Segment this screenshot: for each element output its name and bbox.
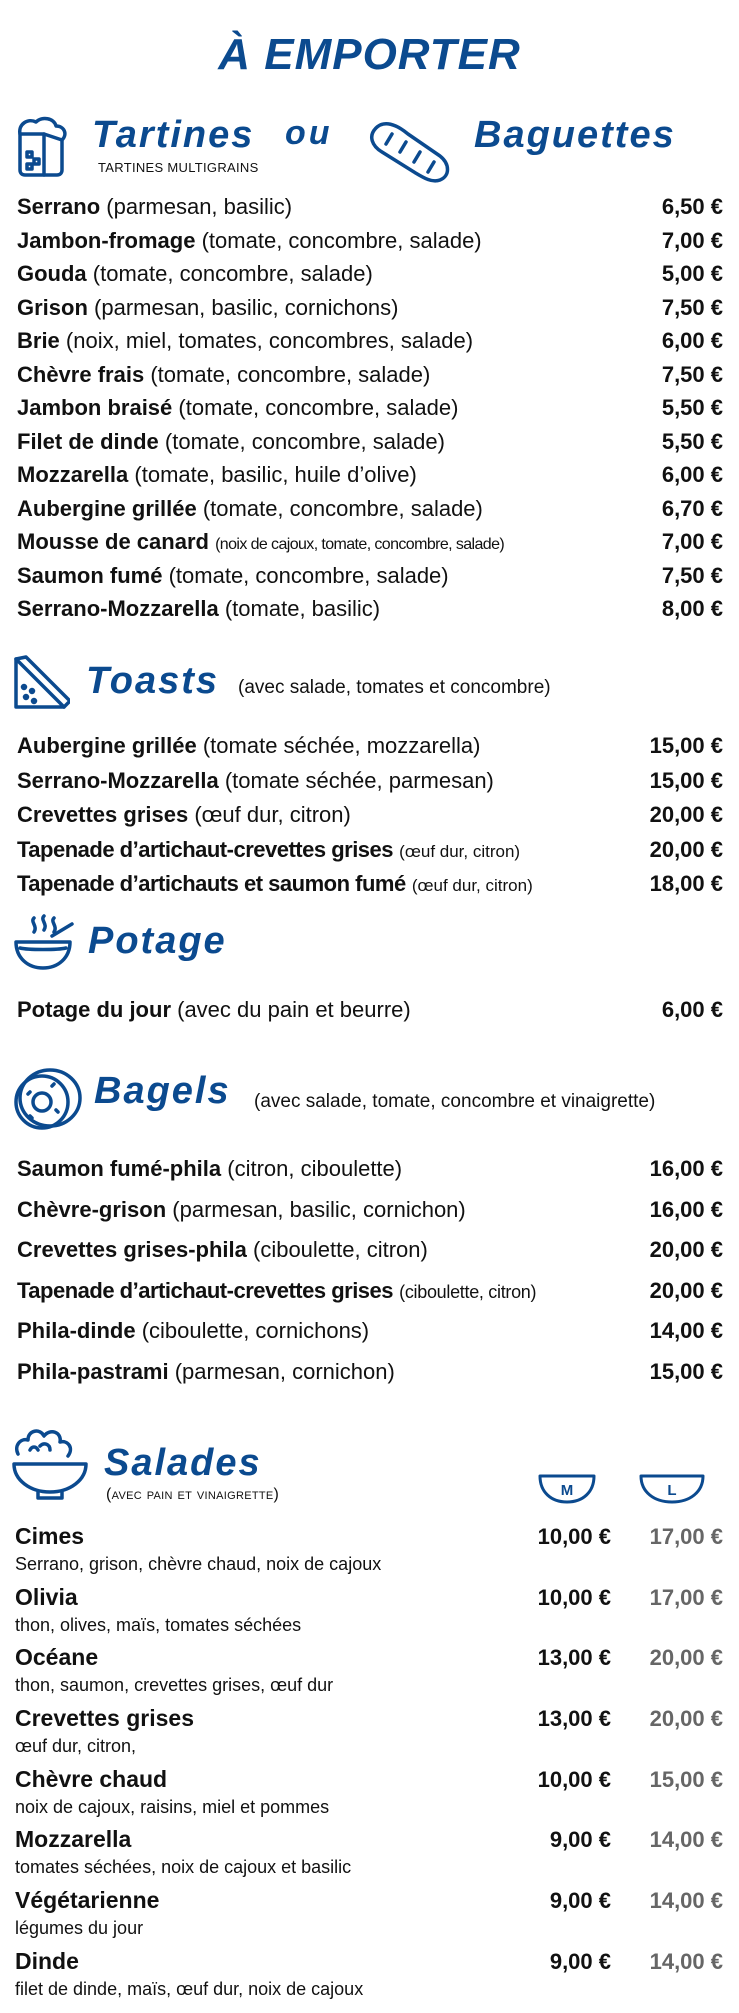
item-price-m: 13,00 € <box>537 1706 611 1732</box>
bagel-icon <box>12 1064 84 1132</box>
item-price-l: 14,00 € <box>649 1888 723 1914</box>
item-price: 16,00 € <box>649 1196 723 1222</box>
item-name: Saumon fumé <box>17 562 163 588</box>
list-item <box>17 871 723 906</box>
item-price: 18,00 € <box>649 871 723 896</box>
baguettes-title: Baguettes <box>474 114 676 156</box>
list-item <box>15 1948 723 2009</box>
salad-bowl-icon <box>10 1424 90 1504</box>
item-desc: (tomate, concombre, salade) <box>202 495 483 521</box>
item-price: 14,00 € <box>649 1318 723 1343</box>
item-desc: (avec du pain et beurre) <box>177 997 411 1022</box>
item-desc: (tomate, concombre, salade) <box>150 361 431 387</box>
item-price-m: 13,00 € <box>537 1645 611 1671</box>
item-price-m: 10,00 € <box>537 1766 611 1792</box>
item-price-l: 17,00 € <box>649 1524 723 1549</box>
item-price: 6,00 € <box>661 462 723 487</box>
item-price-l: 17,00 € <box>649 1584 723 1610</box>
list-item <box>17 194 723 228</box>
item-price: 7,00 € <box>661 227 723 253</box>
list-item <box>17 261 723 295</box>
item-desc: (œuf dur, citron) <box>399 841 521 861</box>
item-name: Olivia <box>15 1583 78 1610</box>
item-desc: Serrano, grison, chèvre chaud, noix de cajoux <box>15 1554 382 1574</box>
item-price: 5,50 € <box>661 395 723 420</box>
item-name: Grison <box>17 294 88 320</box>
item-name: Tapenade d’artichauts et saumon fumé <box>17 871 406 896</box>
item-desc: thon, olives, maïs, tomates séchées <box>15 1614 302 1635</box>
item-name: Serrano <box>17 194 101 219</box>
item-price: 5,00 € <box>661 261 723 286</box>
item-price: 20,00 € <box>649 1277 723 1303</box>
tartines-subtitle: TARTINES MULTIGRAINS <box>98 160 259 175</box>
list-item <box>17 997 723 1023</box>
list-item <box>15 1584 723 1645</box>
list-item <box>17 328 723 362</box>
item-desc: (tomate séchée, parmesan) <box>224 767 494 793</box>
item-desc: (ciboulette, cornichons) <box>141 1318 370 1343</box>
item-desc: (noix de cajoux, tomate, concombre, salade) <box>215 536 505 553</box>
list-item <box>15 1705 723 1766</box>
potage-list <box>17 997 723 1023</box>
item-desc: (œuf dur, citron) <box>194 802 351 827</box>
item-desc: (tomate, concombre, salade) <box>168 562 449 588</box>
list-item <box>17 1156 723 1197</box>
item-name: Brie <box>17 328 60 353</box>
item-desc: légumes du jour <box>15 1918 144 1939</box>
salades-title: Salades <box>104 1442 262 1484</box>
tartines-title: Tartines <box>92 114 255 156</box>
item-name: Phila-dinde <box>17 1318 136 1343</box>
tartines-list <box>17 194 723 630</box>
item-name: Océane <box>15 1644 99 1671</box>
item-price: 7,50 € <box>661 294 723 320</box>
list-item <box>17 1278 723 1319</box>
item-desc: noix de cajoux, raisins, miel et pommes <box>15 1796 330 1817</box>
item-desc: (tomate, concombre, salade) <box>164 428 445 454</box>
salades-subtitle: (avec pain et vinaigrette) <box>106 1486 280 1503</box>
list-item <box>15 1644 723 1705</box>
list-item <box>17 462 723 496</box>
size-m-badge <box>537 1472 597 1506</box>
bagels-list <box>17 1156 723 1399</box>
item-name: Jambon braisé <box>17 395 173 420</box>
item-name: Serrano-Mozzarella <box>17 767 219 793</box>
item-desc: (tomate, concombre, salade) <box>201 227 482 253</box>
item-name: Jambon-fromage <box>17 227 196 253</box>
item-price: 20,00 € <box>649 802 723 827</box>
list-item <box>17 429 723 463</box>
item-desc: (parmesan, basilic, cornichon) <box>172 1196 466 1222</box>
item-desc: (parmesan, basilic, cornichons) <box>94 294 399 320</box>
item-desc: (tomate, concombre, salade) <box>92 261 373 286</box>
item-name: Serrano-Mozzarella <box>17 596 219 621</box>
item-price-l: 15,00 € <box>649 1766 723 1792</box>
item-price-m: 10,00 € <box>537 1524 611 1549</box>
baguette-icon <box>366 118 454 184</box>
item-desc: (parmesan, cornichon) <box>174 1358 395 1384</box>
item-price: 15,00 € <box>649 1358 723 1384</box>
soup-bowl-icon <box>12 914 74 972</box>
bagels-title: Bagels <box>94 1070 231 1112</box>
item-price: 6,70 € <box>661 495 723 521</box>
list-item <box>17 1318 723 1359</box>
list-item <box>17 228 723 262</box>
item-name: Cimes <box>15 1523 85 1549</box>
list-item <box>17 802 723 837</box>
list-item <box>17 1197 723 1238</box>
list-item <box>17 1237 723 1278</box>
item-desc: thon, saumon, crevettes grises, œuf dur <box>15 1675 334 1696</box>
list-item <box>17 837 723 872</box>
item-price-l: 20,00 € <box>649 1645 723 1671</box>
item-price: 7,00 € <box>661 529 723 554</box>
item-name: Filet de dinde <box>17 428 159 454</box>
item-price-m: 9,00 € <box>549 1888 611 1914</box>
list-item <box>17 596 723 630</box>
item-desc: (tomate, concombre, salade) <box>178 395 459 420</box>
item-price: 5,50 € <box>661 428 723 454</box>
list-item <box>17 295 723 329</box>
list-item <box>17 768 723 803</box>
list-item <box>17 733 723 768</box>
page-title: À EMPORTER <box>218 30 521 79</box>
item-price: 7,50 € <box>661 361 723 387</box>
item-price-m: 9,00 € <box>549 1948 611 1974</box>
item-price: 6,00 € <box>661 997 723 1022</box>
list-item <box>15 1826 723 1887</box>
item-desc: tomates séchées, noix de cajoux et basilic <box>15 1857 352 1878</box>
item-name: Phila-pastrami <box>17 1358 169 1384</box>
item-price-l: 14,00 € <box>649 1827 723 1853</box>
item-name: Chèvre frais <box>17 361 145 387</box>
item-price: 6,00 € <box>661 328 723 353</box>
toast-icon <box>12 655 70 713</box>
item-price: 20,00 € <box>649 1237 723 1262</box>
salades-list <box>15 1523 723 2009</box>
item-name: Tapenade d’artichaut-crevettes grises <box>17 1277 394 1303</box>
item-name: Aubergine grillée <box>17 733 197 758</box>
item-name: Tapenade d’artichaut-crevettes grises <box>17 836 394 862</box>
list-item <box>17 1359 723 1400</box>
item-price-m: 10,00 € <box>537 1584 611 1610</box>
item-name: Chèvre-grison <box>17 1196 167 1222</box>
item-desc: (noix, miel, tomates, concombres, salade) <box>65 328 474 353</box>
item-desc: (ciboulette, citron) <box>399 1281 537 1302</box>
item-price: 8,00 € <box>661 596 723 621</box>
item-name: Mozzarella <box>17 462 129 487</box>
toasts-list <box>17 733 723 906</box>
item-name: Crevettes grises-phila <box>17 1237 247 1262</box>
item-desc: filet de dinde, maïs, œuf dur, noix de cajoux <box>15 1978 364 1999</box>
list-item <box>17 529 723 563</box>
item-desc: (ciboulette, citron) <box>253 1237 428 1262</box>
list-item <box>17 563 723 597</box>
item-name: Végétarienne <box>15 1887 160 1914</box>
item-name: Crevettes grises <box>17 802 189 827</box>
item-desc: (œuf dur, citron) <box>411 876 533 895</box>
item-name: Saumon fumé-phila <box>17 1156 222 1181</box>
item-desc: (tomate, basilic) <box>224 596 381 621</box>
size-l-label: L <box>667 1482 677 1499</box>
sandwich-icon <box>14 112 74 178</box>
list-item <box>17 496 723 530</box>
size-m-label: M <box>560 1482 574 1499</box>
item-desc: (parmesan, basilic) <box>106 194 293 219</box>
toasts-title: Toasts <box>86 660 220 702</box>
item-desc: œuf dur, citron, <box>15 1736 137 1757</box>
item-desc: (tomate, basilic, huile d’olive) <box>134 462 417 487</box>
item-price: 6,50 € <box>661 194 723 219</box>
item-name: Potage du jour <box>17 997 171 1022</box>
item-desc: (citron, ciboulette) <box>227 1156 403 1181</box>
item-desc: (tomate séchée, mozzarella) <box>202 733 481 758</box>
item-price: 20,00 € <box>649 836 723 862</box>
bagels-note: (avec salade, tomate, concombre et vinaigrette) <box>254 1091 656 1112</box>
item-name: Gouda <box>17 261 87 286</box>
list-item <box>17 395 723 429</box>
item-name: Dinde <box>15 1947 79 1974</box>
item-name: Mousse de canard <box>17 529 209 554</box>
list-item <box>15 1887 723 1948</box>
item-price: 15,00 € <box>649 733 723 758</box>
list-item <box>15 1766 723 1827</box>
tartines-title-ou: ou <box>285 114 333 152</box>
item-name: Crevettes grises <box>15 1705 194 1732</box>
size-l-badge <box>638 1472 706 1506</box>
list-item <box>17 362 723 396</box>
potage-title: Potage <box>88 920 227 962</box>
item-price: 7,50 € <box>661 562 723 588</box>
item-name: Mozzarella <box>15 1826 132 1853</box>
item-price: 16,00 € <box>649 1156 723 1181</box>
list-item <box>15 1523 723 1584</box>
item-price: 15,00 € <box>649 767 723 793</box>
item-name: Chèvre chaud <box>15 1765 168 1792</box>
toasts-note: (avec salade, tomates et concombre) <box>238 677 551 698</box>
item-price-m: 9,00 € <box>549 1827 611 1853</box>
item-price-l: 14,00 € <box>649 1948 723 1974</box>
item-name: Aubergine grillée <box>17 495 197 521</box>
item-price-l: 20,00 € <box>649 1706 723 1732</box>
